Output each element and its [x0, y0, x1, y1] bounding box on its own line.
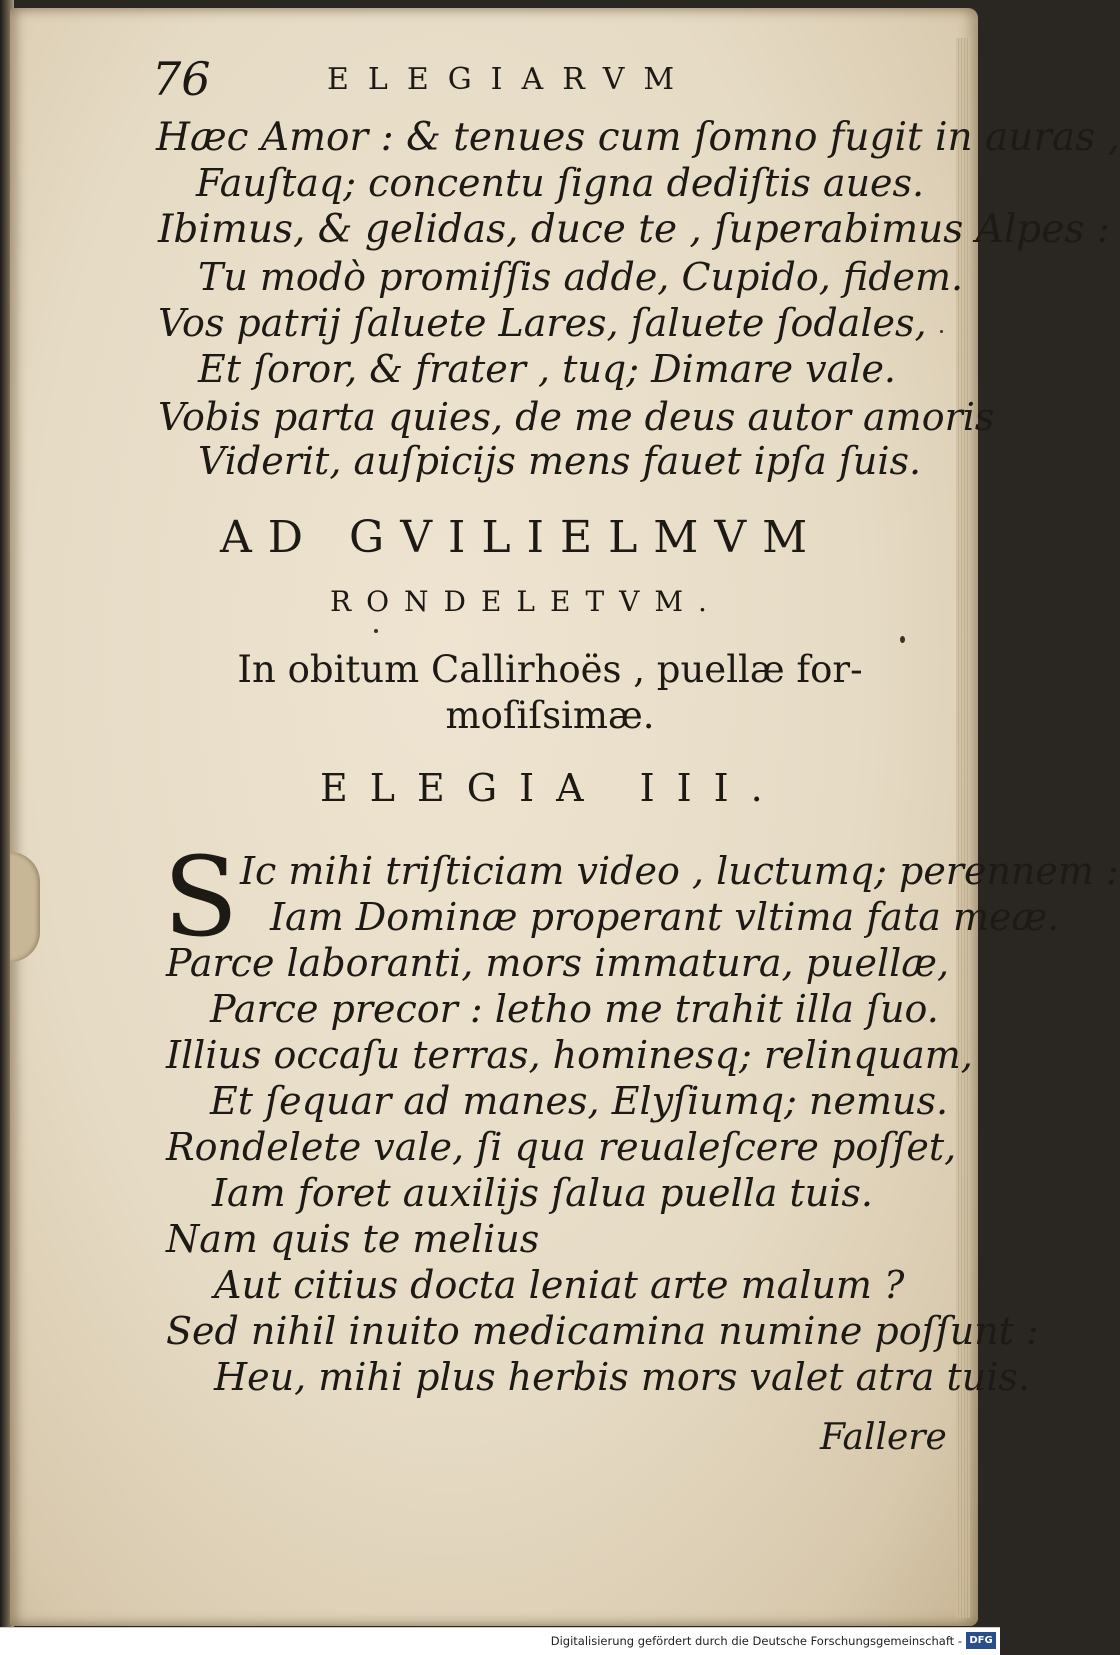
verse-line: Ibimus, & gelidas, duce te , ſuperabimus Alpes :: [158, 207, 1110, 252]
verse-line: Parce precor : letho me trahit illa ſuo.: [210, 987, 939, 1031]
running-head: [152, 52, 752, 112]
dfg-logo-icon: DFG: [966, 1632, 996, 1649]
verse-line: Ic mihi triſticiam video , luctumq; perennem :: [240, 849, 1119, 893]
verse-line: Sed nihil inuito medicamina numine poſſunt :: [166, 1309, 1039, 1353]
verse-line: Iam Dominæ properant vltima fata meæ.: [270, 895, 1060, 939]
elegy-number: ELEGIA III.: [320, 766, 785, 810]
verse-line: Nam quis te melius: [166, 1217, 540, 1261]
verse-line: Viderit, auſpicijs mens fauet ipſa ſuis.: [198, 439, 922, 483]
catchword: Fallere: [820, 1417, 947, 1458]
verse-line: Heu, mihi plus herbis mors valet atra tuis.: [214, 1355, 1030, 1399]
section-heading: AD GVILIELMVM: [220, 512, 824, 563]
verse-line: Vobis parta quies, de me deus autor amoris: [158, 395, 995, 439]
subtitle-line-2: moſiſsimæ.: [445, 694, 655, 737]
ink-speck: [900, 636, 905, 643]
verse-line: Iam foret auxilijs ſalua puella tuis.: [212, 1171, 873, 1215]
verse-line: Parce laboranti, mors immatura, puellæ,: [166, 941, 950, 985]
running-title: ELEGIARVM: [327, 62, 694, 97]
digitization-footer: [0, 1627, 1000, 1655]
page-tab-mark: [10, 852, 40, 962]
verse-line: Hæc Amor : & tenues cum ſomno fugit in auras ,: [156, 115, 1120, 160]
section-subheading: RONDELETVM.: [330, 585, 722, 618]
verse-line: Fauſtaq; concentu ſigna dediſtis aues.: [196, 161, 925, 205]
verse-line: Et ſoror, & frater , tuq; Dimare vale.: [198, 347, 897, 391]
ink-speck: [374, 629, 378, 633]
ink-speck: [940, 330, 943, 333]
footer-credit: Digitalisierung gefördert durch die Deutsche Forschungsgemeinschaft -: [550, 1634, 962, 1648]
verse-line: Illius occaſu terras, hominesq; relinquam,: [166, 1033, 973, 1077]
drop-cap: S: [163, 833, 239, 961]
page-number: 76: [152, 52, 211, 106]
verse-line: Aut citius docta leniat arte malum ?: [214, 1263, 905, 1307]
subtitle-line-1: In obitum Callirhoës , puellæ for-: [237, 648, 863, 691]
verse-line: Et ſequar ad manes, Elyſiumq; nemus.: [210, 1079, 949, 1123]
verse-line: Tu modò promiſſis adde, Cupido, fidem.: [198, 255, 964, 299]
verse-line: Rondelete vale, ſi qua reualeſcere poſſet,: [166, 1125, 957, 1169]
verse-line: Vos patrij ſaluete Lares, ſaluete ſodales,: [158, 301, 927, 345]
